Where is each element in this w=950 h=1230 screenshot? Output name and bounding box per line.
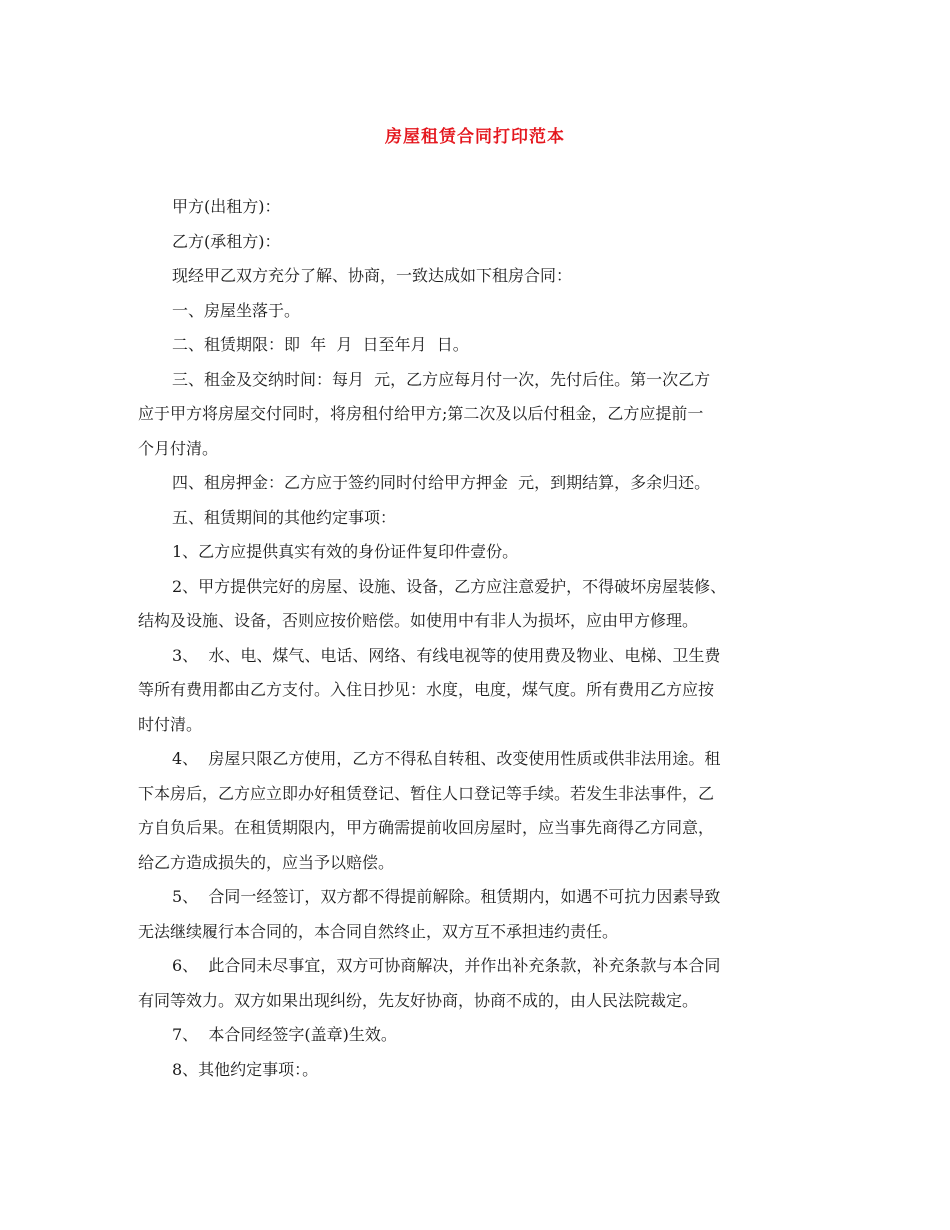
text-line: 5、 合同一经签订，双方都不得提前解除。租赁期内，如遇不可抗力因素导致 bbox=[172, 887, 721, 906]
text-line: 二、租赁期限：即 年 月 日至年月 日。 bbox=[172, 335, 469, 354]
text-line: 甲方(出租方)： bbox=[172, 197, 281, 216]
text-line: 五、租赁期间的其他约定事项： bbox=[172, 507, 397, 527]
text-line: 现经甲乙双方充分了解、协商，一致达成如下租房合同： bbox=[172, 266, 573, 285]
text-line: 8、其他约定事项：。 bbox=[172, 1059, 319, 1079]
text-line: 4、 房屋只限乙方使用，乙方不得私自转租、改变使用性质或供非法用途。租 bbox=[172, 749, 721, 768]
text-line: 3、 水、电、煤气、电话、网络、有线电视等的使用费及物业、电梯、卫生费 bbox=[172, 645, 721, 665]
document-body bbox=[138, 190, 814, 1087]
text-line: 2、甲方提供完好的房屋、设施、设备，乙方应注意爱护，不得破坏房屋装修、 bbox=[172, 576, 727, 596]
text-line: 等所有费用都由乙方支付。入住日抄见：水度，电度，煤气度。所有费用乙方应按 bbox=[138, 680, 715, 699]
text-line: 方自负后果。在租赁期限内，甲方确需提前收回房屋时，应当事先商得乙方同意， bbox=[138, 818, 715, 837]
text-line: 四、租房押金：乙方应于签约同时付给甲方押金 元，到期结算，多余归还。 bbox=[172, 473, 711, 492]
text-line: 三、租金及交纳时间：每月 元，乙方应每月付一次，先付后住。第一次乙方 bbox=[172, 369, 711, 389]
text-line: 一、房屋坐落于。 bbox=[172, 300, 301, 320]
text-line: 1、乙方应提供真实有效的身份证件复印件壹份。 bbox=[172, 542, 519, 561]
text-line: 结构及设施、设备，否则应按价赔偿。如使用中有非人为损坏，应由甲方修理。 bbox=[138, 611, 699, 630]
text-line: 6、 此合同未尽事宜，双方可协商解决，并作出补充条款，补充条款与本合同 bbox=[172, 956, 721, 975]
text-line: 个月付清。 bbox=[138, 438, 219, 458]
text-line: 应于甲方将房屋交付同时，将房租付给甲方;第二次及以后付租金，乙方应提前一 bbox=[138, 404, 704, 423]
text-line: 7、 本合同经签字(盖章)生效。 bbox=[172, 1025, 397, 1044]
text-line: 时付清。 bbox=[138, 714, 203, 734]
text-line: 有同等效力。双方如果出现纠纷，先友好协商，协商不成的，由人民法院裁定。 bbox=[138, 990, 699, 1010]
document-title: 房屋租赁合同打印范本 bbox=[385, 127, 565, 147]
text-line: 无法继续履行本合同的，本合同自然终止，双方互不承担违约责任。 bbox=[138, 921, 619, 941]
text-line: 下本房后，乙方应立即办好租赁登记、暂住人口登记等手续。若发生非法事件，乙 bbox=[138, 783, 715, 803]
text-line: 乙方(承租方)： bbox=[172, 231, 281, 251]
text-line: 给乙方造成损失的，应当予以赔偿。 bbox=[138, 852, 395, 872]
